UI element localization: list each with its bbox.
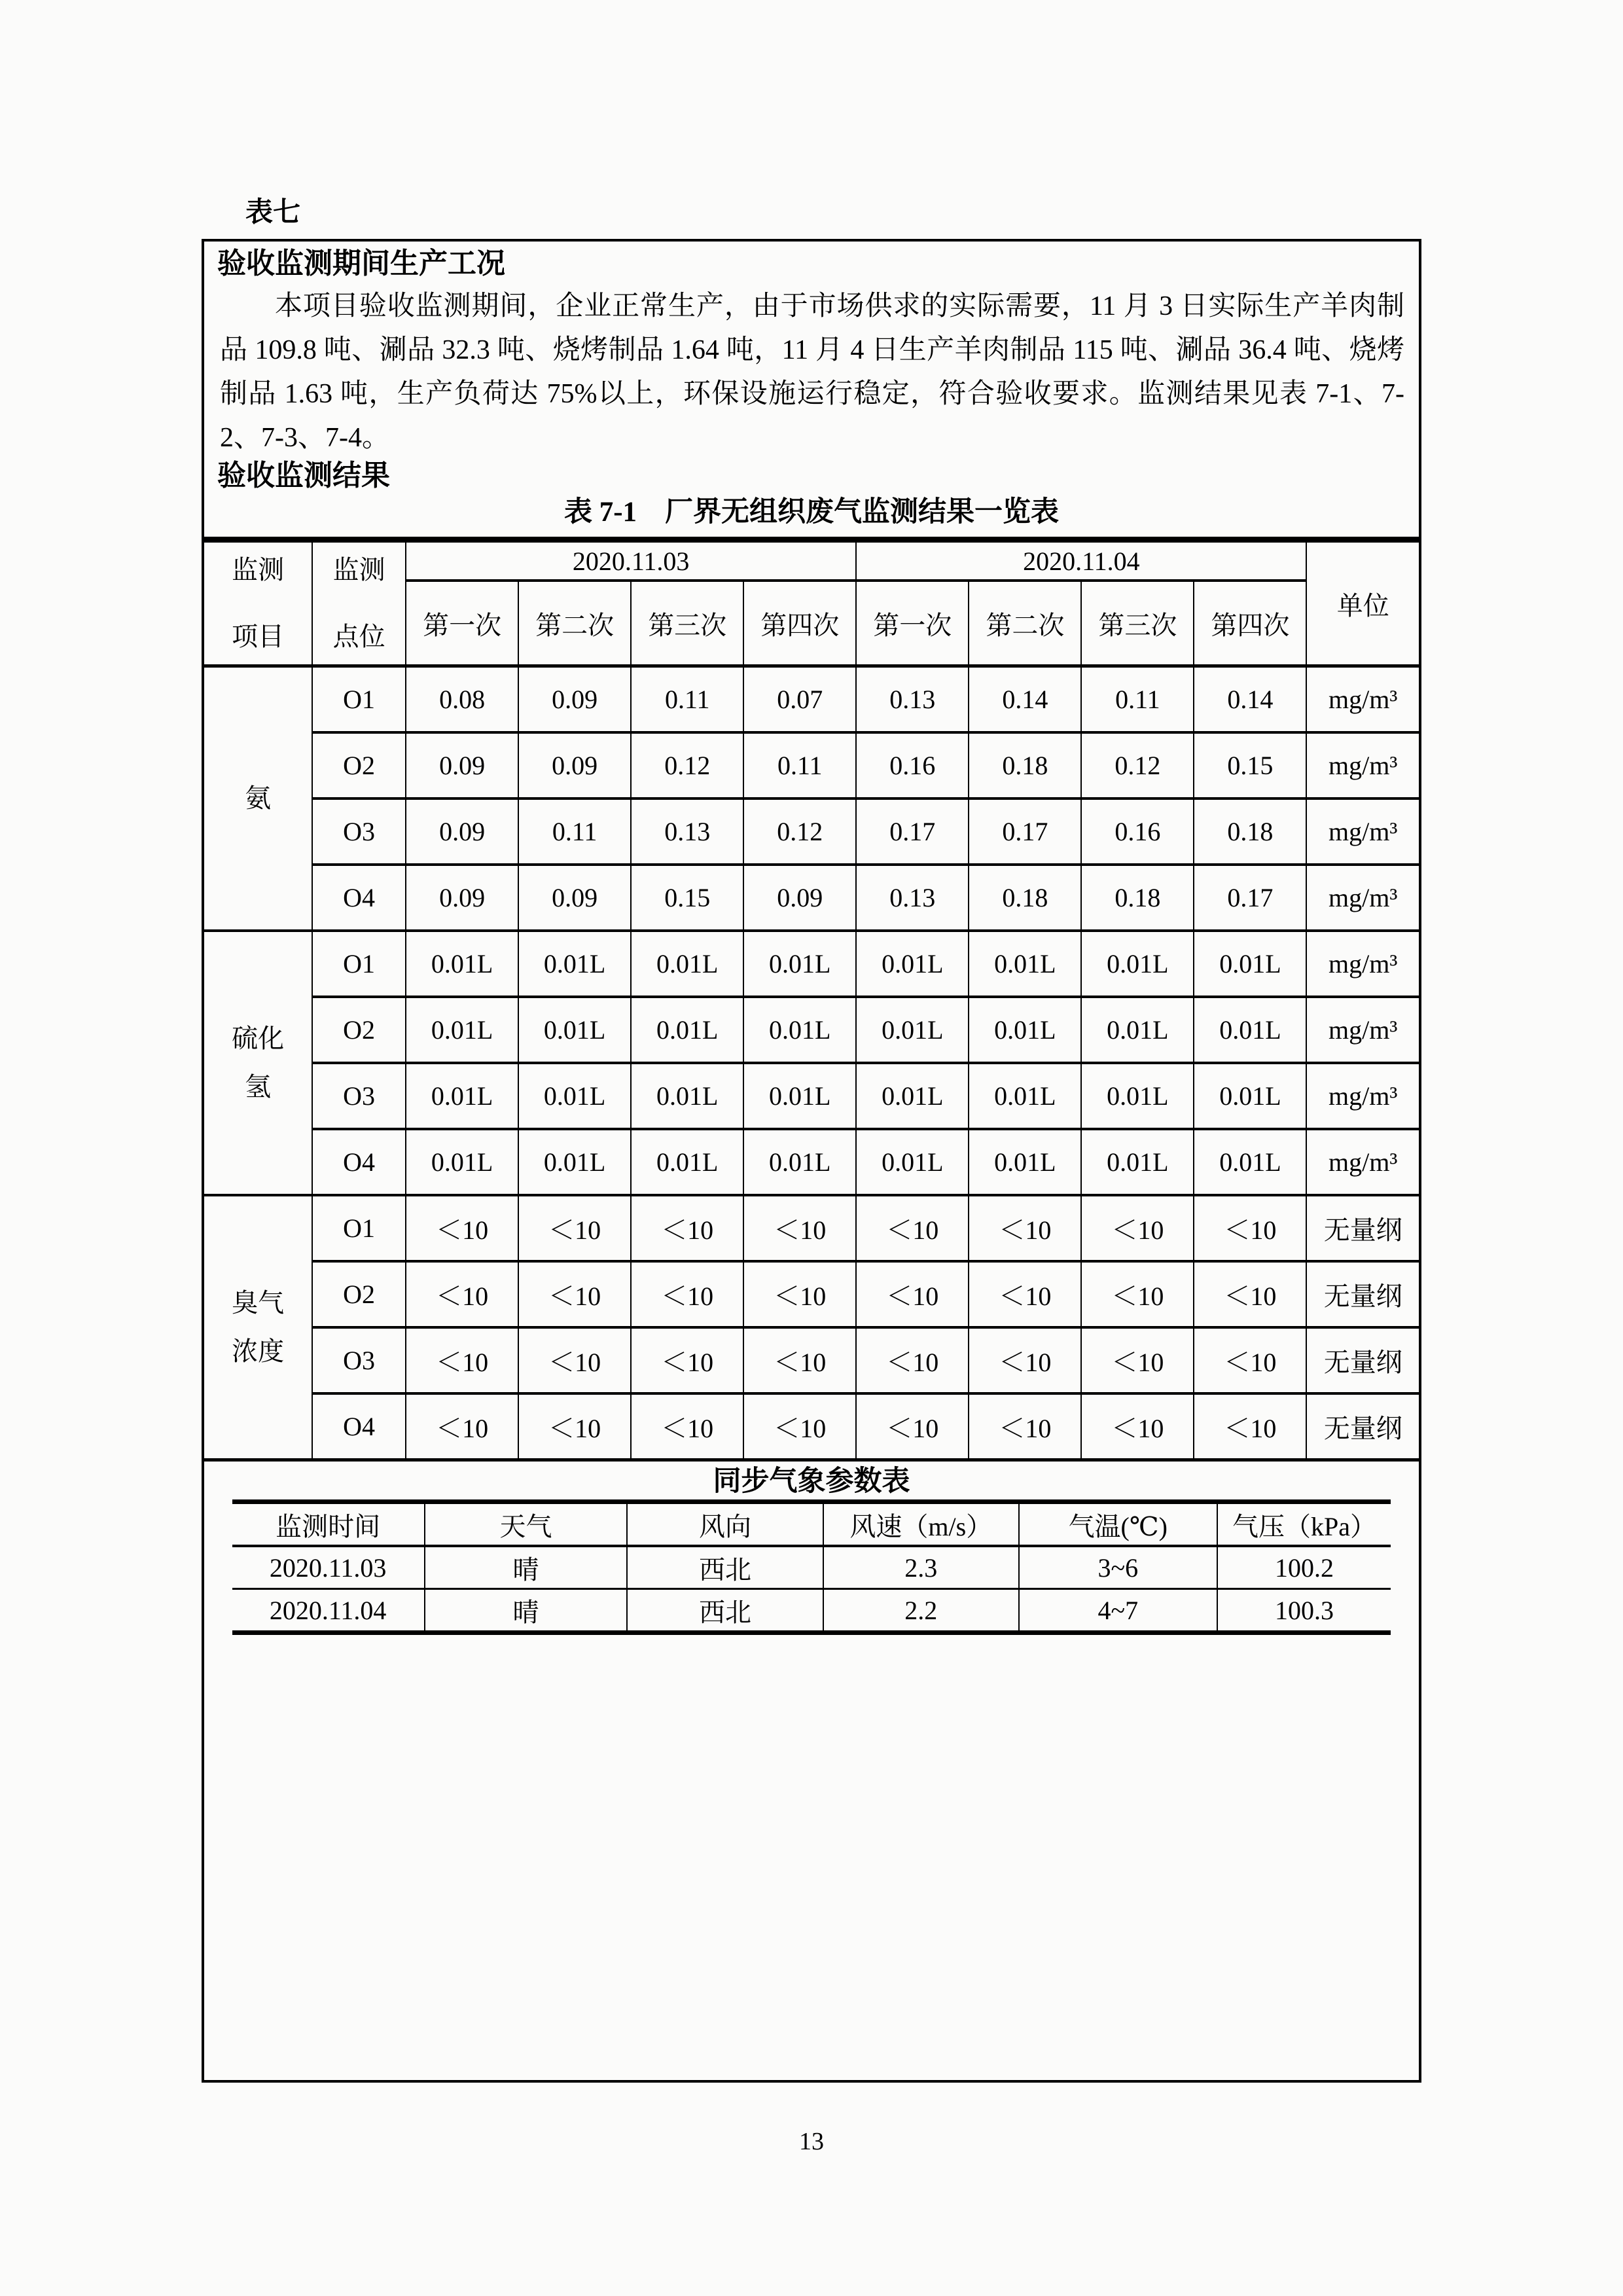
weather-header-cell: 风向 [627,1502,823,1547]
t1-value-cell: ＜10 [1081,1393,1194,1460]
t1-value-cell: 0.13 [631,798,743,865]
t1-value-cell: ＜10 [743,1195,856,1261]
weather-cell: 3~6 [1019,1546,1217,1589]
t1-header-run: 第一次 [406,581,518,666]
t1-unit-cell: mg/m³ [1306,1063,1419,1129]
t1-value-cell: 0.01L [1194,1063,1306,1129]
weather-header-row [232,1502,1391,1547]
t1-value-cell: 0.18 [1194,798,1306,865]
t1-value-cell: ＜10 [743,1393,856,1460]
t1-value-cell: 0.12 [1081,732,1194,798]
t1-value-cell: 0.07 [743,666,856,733]
table-row [204,865,1419,931]
t1-point-cell: O4 [312,1393,406,1460]
t1-value-cell: ＜10 [743,1261,856,1327]
t1-value-cell: ＜10 [406,1195,518,1261]
t1-point-cell: O1 [312,666,406,733]
table-row [204,1327,1419,1393]
t1-value-cell: 0.01L [631,1063,743,1129]
t1-value-cell: 0.01L [406,1063,518,1129]
t1-value-cell: ＜10 [1194,1393,1306,1460]
t1-value-cell: 0.09 [518,865,631,931]
weather-cell: 2020.11.04 [232,1589,425,1633]
t1-value-cell: 0.01L [743,1063,856,1129]
t1-value-cell: 0.01L [969,1129,1081,1195]
t1-value-cell: 0.17 [1194,865,1306,931]
t1-group-label-line: 硫化 [232,1024,285,1053]
t1-header-run: 第三次 [631,581,743,666]
page-tag: 表七 [245,198,301,228]
t1-value-cell: ＜10 [518,1393,631,1460]
t1-value-cell: 0.01L [1081,1063,1194,1129]
t1-value-cell: ＜10 [856,1393,969,1460]
t1-value-cell: 0.01L [1194,997,1306,1063]
t1-value-cell: 0.08 [406,666,518,733]
t1-group-label [204,666,312,931]
t1-unit-cell: mg/m³ [1306,1129,1419,1195]
t1-group-label-line: 氨 [245,783,272,813]
t1-value-cell: 0.09 [518,732,631,798]
t1-value-cell: 0.01L [969,1063,1081,1129]
t1-point-cell: O1 [312,931,406,997]
weather-header-cell: 风速（m/s） [823,1502,1019,1547]
t1-value-cell: 0.01L [518,1063,631,1129]
content-box [202,239,1421,2083]
t1-value-cell: 0.15 [1194,732,1306,798]
t1-unit-cell: mg/m³ [1306,732,1419,798]
t1-value-cell: ＜10 [1081,1327,1194,1393]
weather-cell: 2.3 [823,1546,1019,1589]
t1-header-run: 第二次 [969,581,1081,666]
t1-group-label [204,1195,312,1460]
t1-value-cell: ＜10 [631,1393,743,1460]
table-row [204,931,1419,997]
t1-point-cell: O2 [312,1261,406,1327]
weather-header-cell: 天气 [425,1502,628,1547]
t1-group-label-line: 氢 [245,1072,272,1102]
table-row [204,1261,1419,1327]
t1-value-cell: 0.13 [856,865,969,931]
table-row [204,1195,1419,1261]
t1-value-cell: 0.09 [406,798,518,865]
t1-value-cell: 0.01L [856,997,969,1063]
t1-value-cell: 0.12 [631,732,743,798]
t1-value-cell: 0.18 [969,865,1081,931]
t1-point-cell: O2 [312,732,406,798]
t1-header-run: 第一次 [856,581,969,666]
t1-unit-cell: mg/m³ [1306,931,1419,997]
t1-value-cell: 0.15 [631,865,743,931]
t1-value-cell: 0.01L [856,931,969,997]
t1-value-cell: ＜10 [518,1195,631,1261]
t1-unit-cell: mg/m³ [1306,798,1419,865]
t1-value-cell: ＜10 [1081,1195,1194,1261]
weather-cell: 2020.11.03 [232,1546,425,1589]
t1-value-cell: ＜10 [631,1195,743,1261]
t1-header-run: 第三次 [1081,581,1194,666]
t1-value-cell: ＜10 [406,1393,518,1460]
t1-group-label-line: 臭气 [232,1288,285,1318]
t1-header-run: 第四次 [743,581,856,666]
weather-cell: 4~7 [1019,1589,1217,1633]
t1-value-cell: 0.01L [1194,931,1306,997]
t1-value-cell: ＜10 [1081,1261,1194,1327]
t1-header-date1: 2020.11.03 [406,540,856,581]
page-number: 13 [799,2128,824,2155]
t1-value-cell: ＜10 [631,1261,743,1327]
weather-table-title: 同步气象参数表 [713,1466,910,1497]
table1 [204,537,1419,1462]
t1-value-cell: 0.14 [969,666,1081,733]
t1-value-cell: 0.01L [743,1129,856,1195]
t1-header-unit: 单位 [1306,540,1419,666]
t1-value-cell: 0.11 [631,666,743,733]
t1-value-cell: ＜10 [1194,1261,1306,1327]
t1-value-cell: ＜10 [1194,1195,1306,1261]
t1-value-cell: 0.11 [743,732,856,798]
t1-value-cell: ＜10 [969,1393,1081,1460]
t1-group-label [204,931,312,1195]
t1-value-cell: 0.01L [631,931,743,997]
t1-unit-cell: 无量纲 [1306,1393,1419,1460]
t1-value-cell: 0.01L [1194,1129,1306,1195]
t1-value-cell: ＜10 [518,1327,631,1393]
table-row [204,732,1419,798]
weather-cell: 西北 [627,1546,823,1589]
t1-value-cell: 0.01L [856,1063,969,1129]
t1-unit-cell: mg/m³ [1306,997,1419,1063]
weather-cell: 100.2 [1217,1546,1391,1589]
table-row [232,1546,1391,1589]
t1-value-cell: 0.01L [518,997,631,1063]
t1-header-point-line: 监测 [332,555,385,584]
t1-value-cell: ＜10 [856,1327,969,1393]
t1-value-cell: 0.16 [856,732,969,798]
t1-value-cell: ＜10 [856,1195,969,1261]
t1-value-cell: ＜10 [856,1261,969,1327]
t1-header-run: 第四次 [1194,581,1306,666]
t1-value-cell: 0.01L [969,931,1081,997]
t1-value-cell: 0.01L [743,931,856,997]
t1-value-cell: ＜10 [406,1327,518,1393]
t1-value-cell: 0.01L [518,931,631,997]
t1-value-cell: 0.01L [969,997,1081,1063]
t1-point-cell: O4 [312,1129,406,1195]
t1-point-cell: O3 [312,1327,406,1393]
t1-point-cell: O1 [312,1195,406,1261]
weather-cell: 晴 [425,1589,628,1633]
t1-group-label-line: 浓度 [232,1336,285,1366]
table-row [204,1393,1419,1460]
t1-value-cell: 0.01L [406,931,518,997]
table-row [204,997,1419,1063]
t1-unit-cell: 无量纲 [1306,1327,1419,1393]
t1-point-cell: O3 [312,798,406,865]
t1-value-cell: 0.09 [406,732,518,798]
t1-value-cell: 0.01L [1081,997,1194,1063]
t1-header-date2: 2020.11.04 [856,540,1306,581]
weather-cell: 晴 [425,1546,628,1589]
t1-point-cell: O2 [312,997,406,1063]
t1-header-point [312,540,406,666]
t1-value-cell: 0.01L [856,1129,969,1195]
t1-value-cell: 0.18 [1081,865,1194,931]
production-paragraph: 本项目验收监测期间，企业正常生产，由于市场供求的实际需要，11 月 3 日实际生产羊肉制品 109.8 吨、涮品 32.3 吨、烧烤制品 1.64 吨，11 月 4 日生产羊肉制品 115 吨、涮品 36.4 吨、烧烤制品 1.63 吨，生产负荷达 75%以上，环保设施运行稳定，符合验收要求。监测结果见表 7-1、7-2、7-3、7-4。 [220,291,1404,453]
t1-value-cell: ＜10 [969,1261,1081,1327]
weather-header-cell: 气温(℃) [1019,1502,1217,1547]
t1-value-cell: 0.13 [856,666,969,733]
t1-header-run: 第二次 [518,581,631,666]
weather-cell: 100.3 [1217,1589,1391,1633]
weather-cell: 西北 [627,1589,823,1633]
t1-value-cell: 0.17 [856,798,969,865]
t1-point-cell: O4 [312,865,406,931]
t1-value-cell: 0.12 [743,798,856,865]
t1-unit-cell: 无量纲 [1306,1261,1419,1327]
t1-value-cell: ＜10 [969,1327,1081,1393]
t1-unit-cell: mg/m³ [1306,865,1419,931]
table1-header-row1 [204,540,1419,581]
production-heading: 验收监测期间生产工况 [217,247,505,279]
t1-point-cell: O3 [312,1063,406,1129]
t1-value-cell: 0.01L [1081,931,1194,997]
weather-header-cell: 气压（kPa） [1217,1502,1391,1547]
t1-value-cell: 0.01L [631,1129,743,1195]
t1-value-cell: 0.11 [1081,666,1194,733]
t1-value-cell: ＜10 [518,1261,631,1327]
t1-value-cell: 0.18 [969,732,1081,798]
t1-value-cell: 0.09 [518,666,631,733]
t1-value-cell: 0.01L [406,1129,518,1195]
t1-value-cell: 0.01L [631,997,743,1063]
weather-table [232,1499,1391,1635]
table-row [204,1129,1419,1195]
t1-value-cell: 0.01L [406,997,518,1063]
t1-value-cell: ＜10 [743,1327,856,1393]
t1-value-cell: 0.09 [406,865,518,931]
t1-header-item-line: 监测 [232,555,285,584]
t1-header-point-line: 点位 [332,622,385,651]
t1-unit-cell: mg/m³ [1306,666,1419,733]
t1-value-cell: 0.01L [743,997,856,1063]
weather-header-cell: 监测时间 [232,1502,425,1547]
t1-value-cell: 0.16 [1081,798,1194,865]
t1-header-item [204,540,312,666]
t1-unit-cell: 无量纲 [1306,1195,1419,1261]
t1-value-cell: ＜10 [406,1261,518,1327]
table-row [204,798,1419,865]
results-heading: 验收监测结果 [217,459,390,492]
weather-cell: 2.2 [823,1589,1019,1633]
t1-value-cell: 0.01L [518,1129,631,1195]
t1-value-cell: 0.14 [1194,666,1306,733]
table-row [232,1589,1391,1633]
table1-title: 表 7-1 厂界无组织废气监测结果一览表 [563,497,1060,528]
t1-value-cell: 0.11 [518,798,631,865]
t1-value-cell: 0.09 [743,865,856,931]
t1-value-cell: ＜10 [1194,1327,1306,1393]
t1-value-cell: 0.01L [1081,1129,1194,1195]
t1-header-item-line: 项目 [232,622,285,651]
table-row [204,666,1419,733]
t1-value-cell: 0.17 [969,798,1081,865]
t1-value-cell: ＜10 [631,1327,743,1393]
table-row [204,1063,1419,1129]
t1-value-cell: ＜10 [969,1195,1081,1261]
